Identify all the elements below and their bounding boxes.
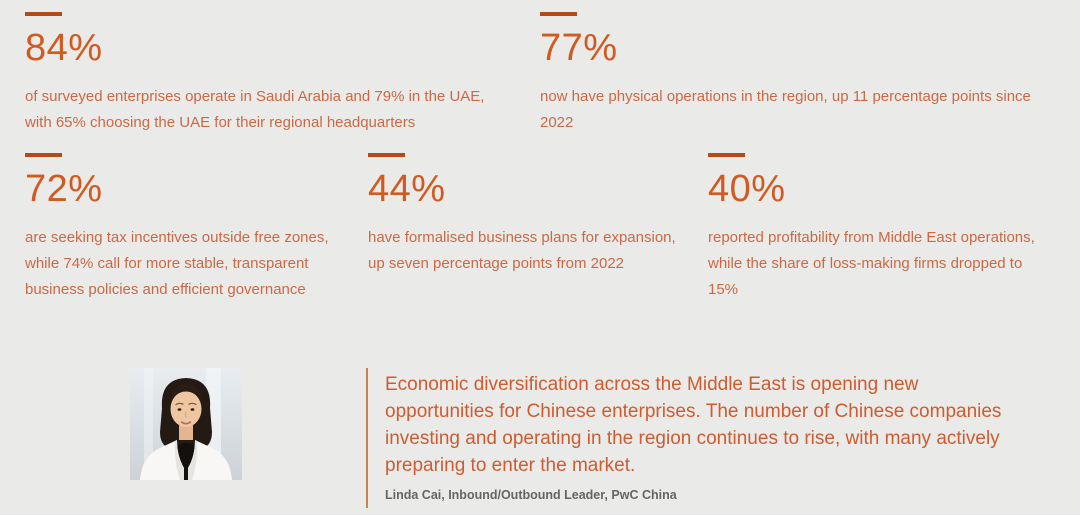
quote-attribution: Linda Cai, Inbound/Outbound Leader, PwC China [385, 488, 677, 502]
stat-card-physical-operations [540, 12, 1060, 136]
stat-card-profitability [708, 153, 1058, 303]
stat-card-tax-incentives [25, 153, 355, 303]
stat-card-business-plans [368, 153, 698, 277]
stat-card-saudi-uae [25, 12, 515, 136]
stat-description: of surveyed enterprises operate in Saudi Arabia and 79% in the UAE, with 65% choosing the UAE for their regional headquarters [25, 88, 485, 131]
stat-description: have formalised business plans for expansion, up seven percentage points from 2022 [368, 229, 676, 272]
stat-value: 77% [540, 27, 618, 69]
stat-value: 44% [368, 168, 446, 210]
accent-dash [540, 12, 577, 16]
quote-section [130, 368, 1016, 508]
stat-value: 40% [708, 168, 786, 210]
pull-quote [366, 368, 1016, 508]
stat-description: now have physical operations in the region, up 11 percentage points since 2022 [540, 88, 1031, 131]
accent-dash [25, 12, 62, 16]
stat-description: are seeking tax incentives outside free zones, while 74% call for more stable, transparent business policies and efficient governance [25, 229, 329, 298]
quote-text: Economic diversification across the Middle East is opening new opportunities for Chinese enterprises. The number of Chinese companies investing and operating in the region continues to rise, with many actively preparing to enter the market. [385, 374, 1002, 476]
portrait-photo-linda-cai [130, 368, 242, 480]
accent-dash [25, 153, 62, 157]
stat-value: 72% [25, 168, 103, 210]
accent-dash [368, 153, 405, 157]
accent-dash [708, 153, 745, 157]
stat-value: 84% [25, 27, 103, 69]
stat-description: reported profitability from Middle East operations, while the share of loss-making firms dropped to 15% [708, 229, 1035, 298]
